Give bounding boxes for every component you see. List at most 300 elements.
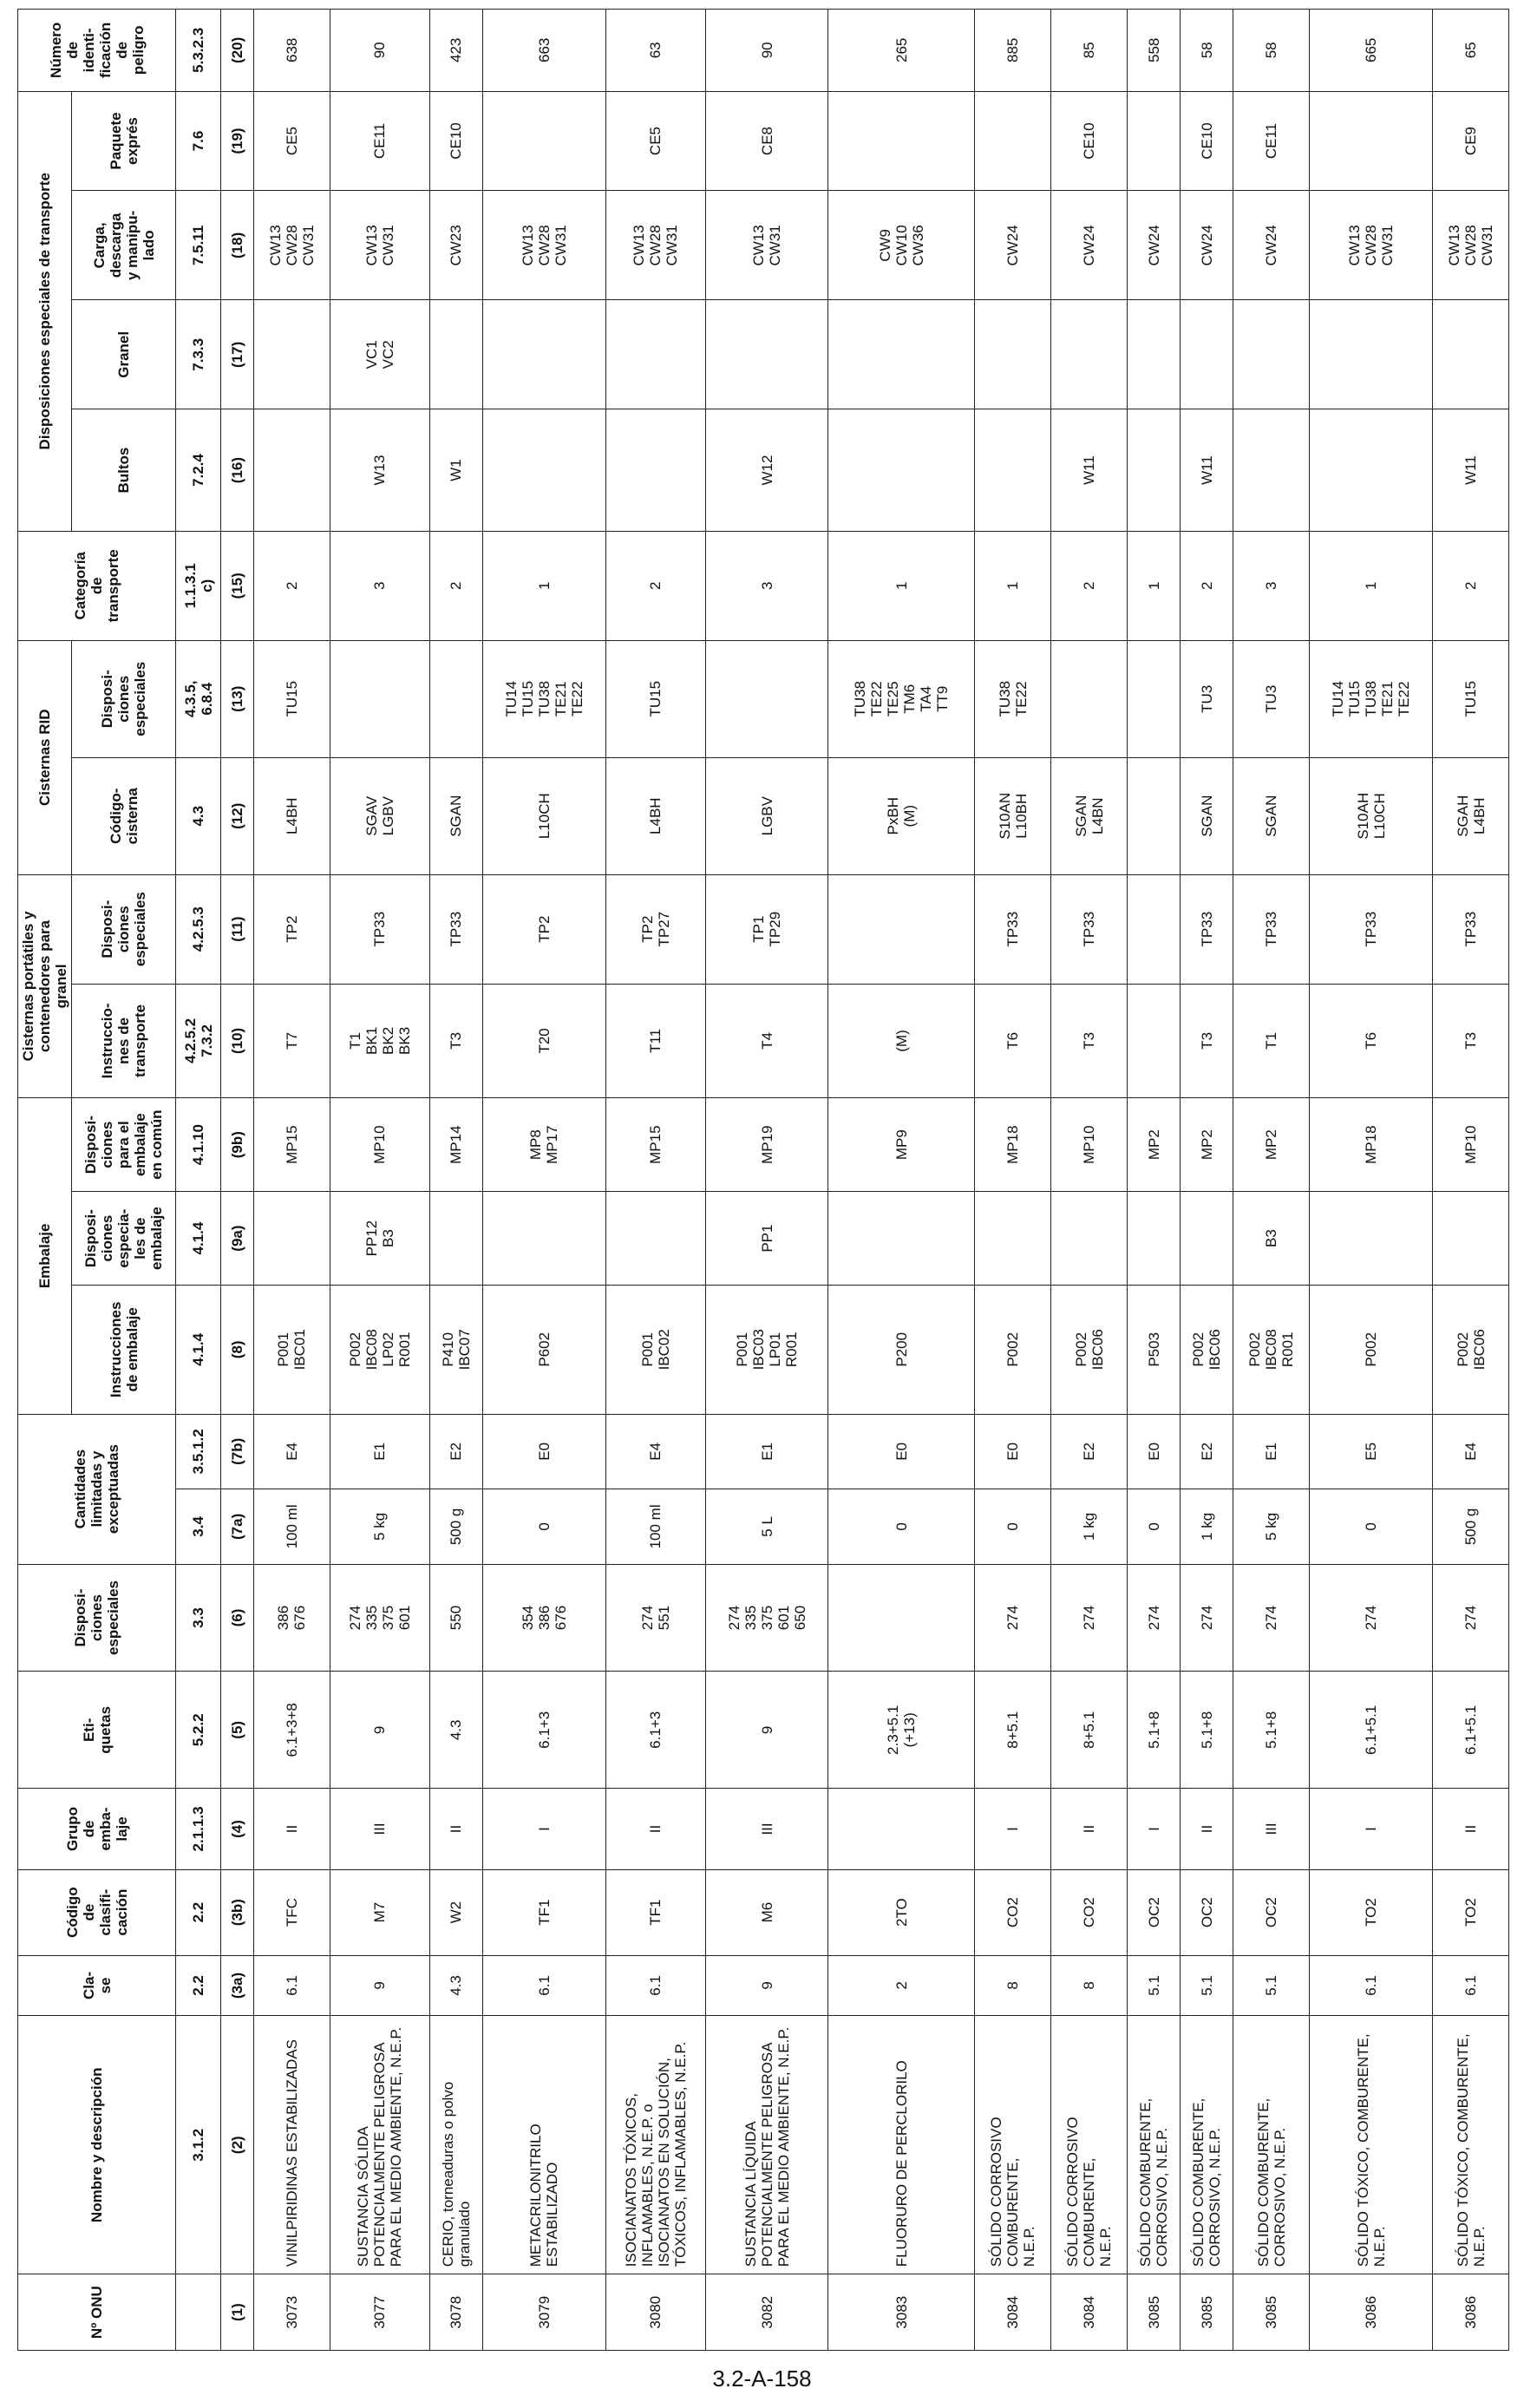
table-cell xyxy=(1233,409,1310,532)
column-number-cell: (3b) xyxy=(221,1869,254,1955)
table-cell: T4 xyxy=(705,984,828,1098)
table-cell: 100 ml xyxy=(254,1489,330,1565)
table-cell: T3 xyxy=(1181,984,1233,1098)
column-number-cell: (2) xyxy=(221,2016,254,2274)
column-number-cell: (1) xyxy=(221,2274,254,2351)
table-cell: MP18 xyxy=(975,1098,1051,1192)
reference-cell: 3.3 xyxy=(176,1564,221,1672)
table-cell: 5.1+8 xyxy=(1181,1672,1233,1789)
table-cell: (M) xyxy=(828,984,975,1098)
table-cell: 274 xyxy=(1051,1564,1128,1672)
table-cell: 58 xyxy=(1233,10,1310,92)
table-cell: 1 kg xyxy=(1051,1489,1128,1565)
table-cell: 638 xyxy=(254,10,330,92)
header-special-provisions: Disposi- ciones especiales xyxy=(18,1564,176,1672)
un-number-cell: 3085 xyxy=(1233,2274,1310,2351)
table-cell: LGBV xyxy=(705,757,828,874)
table-cell: 8+5.1 xyxy=(975,1672,1051,1789)
table-cell: E0 xyxy=(828,1414,975,1489)
table-cell: E0 xyxy=(482,1414,605,1489)
page-number: 3.2-A-158 xyxy=(712,2365,812,2392)
table-row xyxy=(1051,10,1128,2351)
table-cell: II xyxy=(429,1789,482,1869)
table-cell: 5.1+8 xyxy=(1233,1672,1310,1789)
table-cell: MP10 xyxy=(1433,1098,1509,1192)
column-number-cell: (9b) xyxy=(221,1098,254,1192)
table-cell: SGAV LGBV xyxy=(330,757,429,874)
column-number-cell: (20) xyxy=(221,10,254,92)
name-cell: SUSTANCIA SÓLIDA POTENCIALMENTE PELIGROSA PARA EL MEDIO AMBIENTE, N.E.P. xyxy=(330,2016,429,2274)
table-cell xyxy=(975,300,1051,409)
header-tank-instructions: Instruccio- nes de transporte xyxy=(72,984,176,1098)
table-cell: 6.1+5.1 xyxy=(1433,1672,1509,1789)
name-cell: SÓLIDO COMBURENTE, CORROSIVO, N.E.P. xyxy=(1128,2016,1181,2274)
reference-cell: 4.2.5.2 7.3.2 xyxy=(176,984,221,1098)
table-row xyxy=(1233,10,1310,2351)
table-cell: CW13 CW28 CW31 xyxy=(1433,191,1509,300)
name-cell: SÓLIDO TÓXICO, COMBURENTE, N.E.P. xyxy=(1433,2016,1509,2274)
table-cell xyxy=(1181,300,1233,409)
table-cell: TP2 TP27 xyxy=(605,874,705,984)
column-number-cell: (6) xyxy=(221,1564,254,1672)
table-cell: CW13 CW28 CW31 xyxy=(1310,191,1433,300)
table-cell xyxy=(828,409,975,532)
table-cell: P002 IBC06 xyxy=(1181,1286,1233,1414)
table-cell: 274 335 375 601 650 xyxy=(705,1564,828,1672)
table-cell: E4 xyxy=(605,1414,705,1489)
table-cell: I xyxy=(975,1789,1051,1869)
table-cell: TP33 xyxy=(1233,874,1310,984)
table-cell: W11 xyxy=(1051,409,1128,532)
table-cell: 3 xyxy=(330,531,429,640)
table-cell: II xyxy=(1051,1789,1128,1869)
header-limited-quantities: Cantidades limitadas y exceptuadas xyxy=(18,1414,176,1564)
table-cell: CW24 xyxy=(1233,191,1310,300)
header-special-packing-provisions: Disposi- ciones especia- les de embalaje xyxy=(72,1192,176,1286)
un-number-cell: 3084 xyxy=(1051,2274,1128,2351)
table-cell: L10CH xyxy=(482,757,605,874)
name-cell: VINILPIRIDINAS ESTABILIZADAS xyxy=(254,2016,330,2274)
table-cell: CW24 xyxy=(1181,191,1233,300)
un-number-cell: 3077 xyxy=(330,2274,429,2351)
table-cell xyxy=(828,1192,975,1286)
table-cell: 8 xyxy=(975,1955,1051,2016)
reference-cell: 7.3.3 xyxy=(176,300,221,409)
table-cell xyxy=(975,409,1051,532)
table-cell: E2 xyxy=(1181,1414,1233,1489)
table-cell xyxy=(254,300,330,409)
table-cell: CE11 xyxy=(1233,91,1310,191)
table-row xyxy=(975,10,1051,2351)
table-cell: P001 IBC03 LP01 R001 xyxy=(705,1286,828,1414)
table-cell: 2 xyxy=(1433,531,1509,640)
table-cell: P002 IBC08 R001 xyxy=(1233,1286,1310,1414)
header-packing-instructions: Instrucciones de embalaje xyxy=(72,1286,176,1414)
table-cell xyxy=(828,1789,975,1869)
table-cell: S10AH L10CH xyxy=(1310,757,1433,874)
table-cell: SGAN L4BN xyxy=(1051,757,1128,874)
table-cell xyxy=(1128,91,1181,191)
table-cell xyxy=(828,91,975,191)
dangerous-goods-table xyxy=(17,9,1509,2351)
table-cell: T1 BK1 BK2 BK3 xyxy=(330,984,429,1098)
table-cell: M7 xyxy=(330,1869,429,1955)
table-cell: TP33 xyxy=(1433,874,1509,984)
table-cell: 274 xyxy=(1310,1564,1433,1672)
table-cell: SGAH L4BH xyxy=(1433,757,1509,874)
table-cell: TP2 xyxy=(254,874,330,984)
table-cell: P001 IBC02 xyxy=(605,1286,705,1414)
column-number-cell: (9a) xyxy=(221,1192,254,1286)
table-cell: 274 xyxy=(1128,1564,1181,1672)
table-cell xyxy=(1128,984,1181,1098)
column-number-cell: (5) xyxy=(221,1672,254,1789)
table-cell xyxy=(1128,757,1181,874)
table-cell xyxy=(1233,300,1310,409)
table-cell: TU14 TU15 TU38 TE21 TE22 xyxy=(482,640,605,757)
table-cell: OC2 xyxy=(1181,1869,1233,1955)
table-cell xyxy=(1051,640,1128,757)
table-cell: 6.1 xyxy=(254,1955,330,2016)
table-cell: T3 xyxy=(1433,984,1509,1098)
column-number-cell: (7b) xyxy=(221,1414,254,1489)
reference-cell: 7.6 xyxy=(176,91,221,191)
table-cell: CW13 CW31 xyxy=(330,191,429,300)
table-cell: 5.1 xyxy=(1233,1955,1310,2016)
table-cell: 500 g xyxy=(1433,1489,1509,1565)
reference-cell: 4.2.5.3 xyxy=(176,874,221,984)
table-cell: W1 xyxy=(429,409,482,532)
table-cell: 9 xyxy=(330,1955,429,2016)
table-cell: 8 xyxy=(1051,1955,1128,2016)
table-cell: E4 xyxy=(1433,1414,1509,1489)
reference-cell: 5.3.2.3 xyxy=(176,10,221,92)
table-cell: 9 xyxy=(705,1672,828,1789)
table-cell: CO2 xyxy=(975,1869,1051,1955)
table-cell: 3 xyxy=(1233,531,1310,640)
table-cell: P002 IBC06 xyxy=(1433,1286,1509,1414)
table-cell: T11 xyxy=(605,984,705,1098)
table-cell: 265 xyxy=(828,10,975,92)
table-cell: E1 xyxy=(1233,1414,1310,1489)
table-cell: 2 xyxy=(828,1955,975,2016)
table-row xyxy=(1181,10,1233,2351)
reference-cell: 3.1.2 xyxy=(176,2016,221,2274)
table-cell: 274 xyxy=(1181,1564,1233,1672)
table-cell: TP33 xyxy=(1181,874,1233,984)
name-cell: METACRILONITRILO ESTABILIZADO xyxy=(482,2016,605,2274)
column-number-cell: (8) xyxy=(221,1286,254,1414)
name-cell: CERIO, torneaduras o polvo granulado xyxy=(429,2016,482,2274)
header-express-parcels: Paquete exprés xyxy=(72,91,176,191)
table-cell: TF1 xyxy=(605,1869,705,1955)
table-cell: 558 xyxy=(1128,10,1181,92)
un-number-cell: 3073 xyxy=(254,2274,330,2351)
table-cell: P002 IBC08 LP02 R001 xyxy=(330,1286,429,1414)
un-number-cell: 3084 xyxy=(975,2274,1051,2351)
table-body xyxy=(176,10,1509,2351)
table-cell xyxy=(605,300,705,409)
name-cell: SÓLIDO TÓXICO, COMBURENTE, N.E.P. xyxy=(1310,2016,1433,2274)
table-cell: S10AN L10BH xyxy=(975,757,1051,874)
un-number-cell: 3078 xyxy=(429,2274,482,2351)
table-cell: L4BH xyxy=(254,757,330,874)
column-number-cell: (10) xyxy=(221,984,254,1098)
table-cell: I xyxy=(1128,1789,1181,1869)
table-cell: CE10 xyxy=(1181,91,1233,191)
table-cell: CE11 xyxy=(330,91,429,191)
table-cell: CE10 xyxy=(429,91,482,191)
table-cell: CE8 xyxy=(705,91,828,191)
table-cell: W13 xyxy=(330,409,429,532)
table-cell: 386 676 xyxy=(254,1564,330,1672)
table-cell: 2 xyxy=(1181,531,1233,640)
table-cell: MP2 xyxy=(1181,1098,1233,1192)
table-cell: 6.1 xyxy=(605,1955,705,2016)
table-cell xyxy=(1310,409,1433,532)
name-cell: SÓLIDO CORROSIVO COMBURENTE, N.E.P. xyxy=(975,2016,1051,2274)
reference-cell: 4.1.4 xyxy=(176,1286,221,1414)
table-cell: T3 xyxy=(429,984,482,1098)
table-cell: MP14 xyxy=(429,1098,482,1192)
header-hazard-number: Número de identi- ficación de peligro xyxy=(18,10,176,92)
table-cell: M6 xyxy=(705,1869,828,1955)
table-cell: P001 IBC01 xyxy=(254,1286,330,1414)
reference-cell: 4.1.4 xyxy=(176,1192,221,1286)
table-cell: SGAN xyxy=(429,757,482,874)
un-number-cell: 3085 xyxy=(1128,2274,1181,2351)
table-cell: SGAN xyxy=(1233,757,1310,874)
table-cell xyxy=(1128,640,1181,757)
table-cell xyxy=(1310,1192,1433,1286)
header-class: Cla- se xyxy=(18,1955,176,2016)
table-cell: SGAN xyxy=(1181,757,1233,874)
table-cell: E0 xyxy=(975,1414,1051,1489)
column-number-cell: (11) xyxy=(221,874,254,984)
table-cell: P002 xyxy=(975,1286,1051,1414)
table-cell: 65 xyxy=(1433,10,1509,92)
reference-cell: 5.2.2 xyxy=(176,1672,221,1789)
reference-cell: 4.3 xyxy=(176,757,221,874)
table-cell xyxy=(605,409,705,532)
un-number-cell: 3086 xyxy=(1310,2274,1433,2351)
table-cell xyxy=(254,409,330,532)
table-cell: 3 xyxy=(705,531,828,640)
table-cell: TU3 xyxy=(1181,640,1233,757)
table-cell xyxy=(975,91,1051,191)
table-cell: TU38 TE22 TE25 TM6 TA4 TT9 xyxy=(828,640,975,757)
table-cell: MP9 xyxy=(828,1098,975,1192)
table-cell: 2.3+5.1 (+13) xyxy=(828,1672,975,1789)
table-cell: III xyxy=(1233,1789,1310,1869)
table-cell: CW24 xyxy=(1051,191,1128,300)
table-cell xyxy=(482,91,605,191)
table-cell: E2 xyxy=(1051,1414,1128,1489)
table-cell: 423 xyxy=(429,10,482,92)
table-row xyxy=(482,10,605,2351)
table-row xyxy=(1310,10,1433,2351)
table-cell: TU14 TU15 TU38 TE21 TE22 xyxy=(1310,640,1433,757)
reference-cell: 4.1.10 xyxy=(176,1098,221,1192)
table-cell: I xyxy=(482,1789,605,1869)
table-cell: P503 xyxy=(1128,1286,1181,1414)
table-row xyxy=(605,10,705,2351)
header-transport-provisions: Disposiciones especiales de transporte xyxy=(18,91,72,531)
table-cell: L4BH xyxy=(605,757,705,874)
un-number-cell: 3079 xyxy=(482,2274,605,2351)
reference-cell: 2.2 xyxy=(176,1955,221,2016)
table-cell: CW13 CW28 CW31 xyxy=(254,191,330,300)
table-cell: MP19 xyxy=(705,1098,828,1192)
table-cell: OC2 xyxy=(1233,1869,1310,1955)
table-cell: MP18 xyxy=(1310,1098,1433,1192)
name-cell: SÓLIDO COMBURENTE, CORROSIVO, N.E.P. xyxy=(1233,2016,1310,2274)
rotated-table-wrapper xyxy=(17,9,1509,2351)
table-cell: 90 xyxy=(705,10,828,92)
table-cell: 9 xyxy=(705,1955,828,2016)
table-cell: W2 xyxy=(429,1869,482,1955)
table-cell xyxy=(828,300,975,409)
table-cell: 0 xyxy=(1310,1489,1433,1565)
table-cell xyxy=(1310,91,1433,191)
un-number-cell: 3080 xyxy=(605,2274,705,2351)
table-cell: 6.1+3 xyxy=(482,1672,605,1789)
table-cell: 100 ml xyxy=(605,1489,705,1565)
table-cell: W11 xyxy=(1433,409,1509,532)
header-tank-special-provisions: Disposi- ciones especiales xyxy=(72,874,176,984)
table-cell: E4 xyxy=(254,1414,330,1489)
table-cell xyxy=(828,874,975,984)
table-cell: T6 xyxy=(1310,984,1433,1098)
header-packaging: Embalaje xyxy=(18,1098,72,1414)
table-cell: TU3 xyxy=(1233,640,1310,757)
table-cell xyxy=(1128,300,1181,409)
table-cell: 1 xyxy=(482,531,605,640)
table-cell: 1 kg xyxy=(1181,1489,1233,1565)
header-packing-group: Grupo de emba- laje xyxy=(18,1789,176,1869)
table-cell xyxy=(1128,409,1181,532)
table-cell: 5.1 xyxy=(1181,1955,1233,2016)
column-number-row xyxy=(221,10,254,2351)
table-cell xyxy=(1051,1192,1128,1286)
table-cell: TO2 xyxy=(1310,1869,1433,1955)
table-cell: I xyxy=(1310,1789,1433,1869)
reference-row xyxy=(176,10,221,2351)
table-cell: 6.1+5.1 xyxy=(1310,1672,1433,1789)
column-number-cell: (18) xyxy=(221,191,254,300)
table-cell: 274 335 375 601 xyxy=(330,1564,429,1672)
table-cell xyxy=(1181,1192,1233,1286)
table-row xyxy=(330,10,429,2351)
column-number-cell: (4) xyxy=(221,1789,254,1869)
reference-cell xyxy=(176,2274,221,2351)
un-number-cell: 3085 xyxy=(1181,2274,1233,2351)
table-cell: VC1 VC2 xyxy=(330,300,429,409)
table-cell: 4.3 xyxy=(429,1672,482,1789)
table-cell: P002 IBC06 xyxy=(1051,1286,1128,1414)
table-cell: T7 xyxy=(254,984,330,1098)
table-cell xyxy=(1128,874,1181,984)
header-un-number: Nº ONU xyxy=(18,2274,176,2351)
reference-cell: 4.3.5, 6.8.4 xyxy=(176,640,221,757)
header-packages: Bultos xyxy=(72,409,176,532)
table-cell: 354 386 676 xyxy=(482,1564,605,1672)
table-cell: TFC xyxy=(254,1869,330,1955)
table-cell: MP15 xyxy=(254,1098,330,1192)
table-cell: TP33 xyxy=(1051,874,1128,984)
table-row xyxy=(254,10,330,2351)
table-cell xyxy=(1433,1192,1509,1286)
table-cell: E0 xyxy=(1128,1414,1181,1489)
table-cell xyxy=(429,1192,482,1286)
table-cell: 0 xyxy=(828,1489,975,1565)
table-cell: P200 xyxy=(828,1286,975,1414)
table-cell: MP2 xyxy=(1128,1098,1181,1192)
table-cell: E1 xyxy=(705,1414,828,1489)
table-cell: CW24 xyxy=(975,191,1051,300)
table-cell: MP8 MP17 xyxy=(482,1098,605,1192)
table-cell: 4.3 xyxy=(429,1955,482,2016)
table-cell: 1 xyxy=(975,531,1051,640)
table-cell: T1 xyxy=(1233,984,1310,1098)
table-cell: CW9 CW10 CW36 xyxy=(828,191,975,300)
reference-cell: 3.4 xyxy=(176,1489,221,1565)
table-cell: CO2 xyxy=(1051,1869,1128,1955)
table-cell: 550 xyxy=(429,1564,482,1672)
table-cell: 274 551 xyxy=(605,1564,705,1672)
table-row xyxy=(705,10,828,2351)
table-cell: II xyxy=(1181,1789,1233,1869)
table-cell: T6 xyxy=(975,984,1051,1098)
table-cell: CW23 xyxy=(429,191,482,300)
table-cell: TP33 xyxy=(975,874,1051,984)
reference-cell: 2.2 xyxy=(176,1869,221,1955)
table-cell: 663 xyxy=(482,10,605,92)
table-cell xyxy=(705,640,828,757)
reference-cell: 2.1.1.3 xyxy=(176,1789,221,1869)
table-cell xyxy=(1310,300,1433,409)
table-cell: W11 xyxy=(1181,409,1233,532)
table-cell: PP12 B3 xyxy=(330,1192,429,1286)
table-cell: 2 xyxy=(1051,531,1128,640)
table-row xyxy=(1128,10,1181,2351)
table-cell: TP33 xyxy=(429,874,482,984)
table-cell: TP2 xyxy=(482,874,605,984)
header-labels: Eti- quetas xyxy=(18,1672,176,1789)
name-cell: ISOCIANATOS TÓXICOS, INFLAMABLES, N.E.P. o ISOCIANATOS EN SOLUCIÓN, TÓXICOS, INFLAMABLES, N.E.P. xyxy=(605,2016,705,2274)
table-cell: 58 xyxy=(1181,10,1233,92)
table-cell xyxy=(828,1564,975,1672)
table-cell: 885 xyxy=(975,10,1051,92)
table-cell xyxy=(1051,300,1128,409)
table-cell xyxy=(1128,1192,1181,1286)
table-cell: T3 xyxy=(1051,984,1128,1098)
table-cell xyxy=(482,300,605,409)
column-number-cell: (17) xyxy=(221,300,254,409)
table-cell xyxy=(482,409,605,532)
table-cell: MP15 xyxy=(605,1098,705,1192)
table-cell: 6.1 xyxy=(482,1955,605,2016)
table-cell: 274 xyxy=(975,1564,1051,1672)
table-cell: CE10 xyxy=(1051,91,1128,191)
header-tank-code: Código- cisterna xyxy=(72,757,176,874)
table-cell: 6.1 xyxy=(1433,1955,1509,2016)
table-cell: TF1 xyxy=(482,1869,605,1955)
table-cell: TU15 xyxy=(254,640,330,757)
table-cell: 90 xyxy=(330,10,429,92)
un-number-cell: 3082 xyxy=(705,2274,828,2351)
table-cell: CW24 xyxy=(1128,191,1181,300)
